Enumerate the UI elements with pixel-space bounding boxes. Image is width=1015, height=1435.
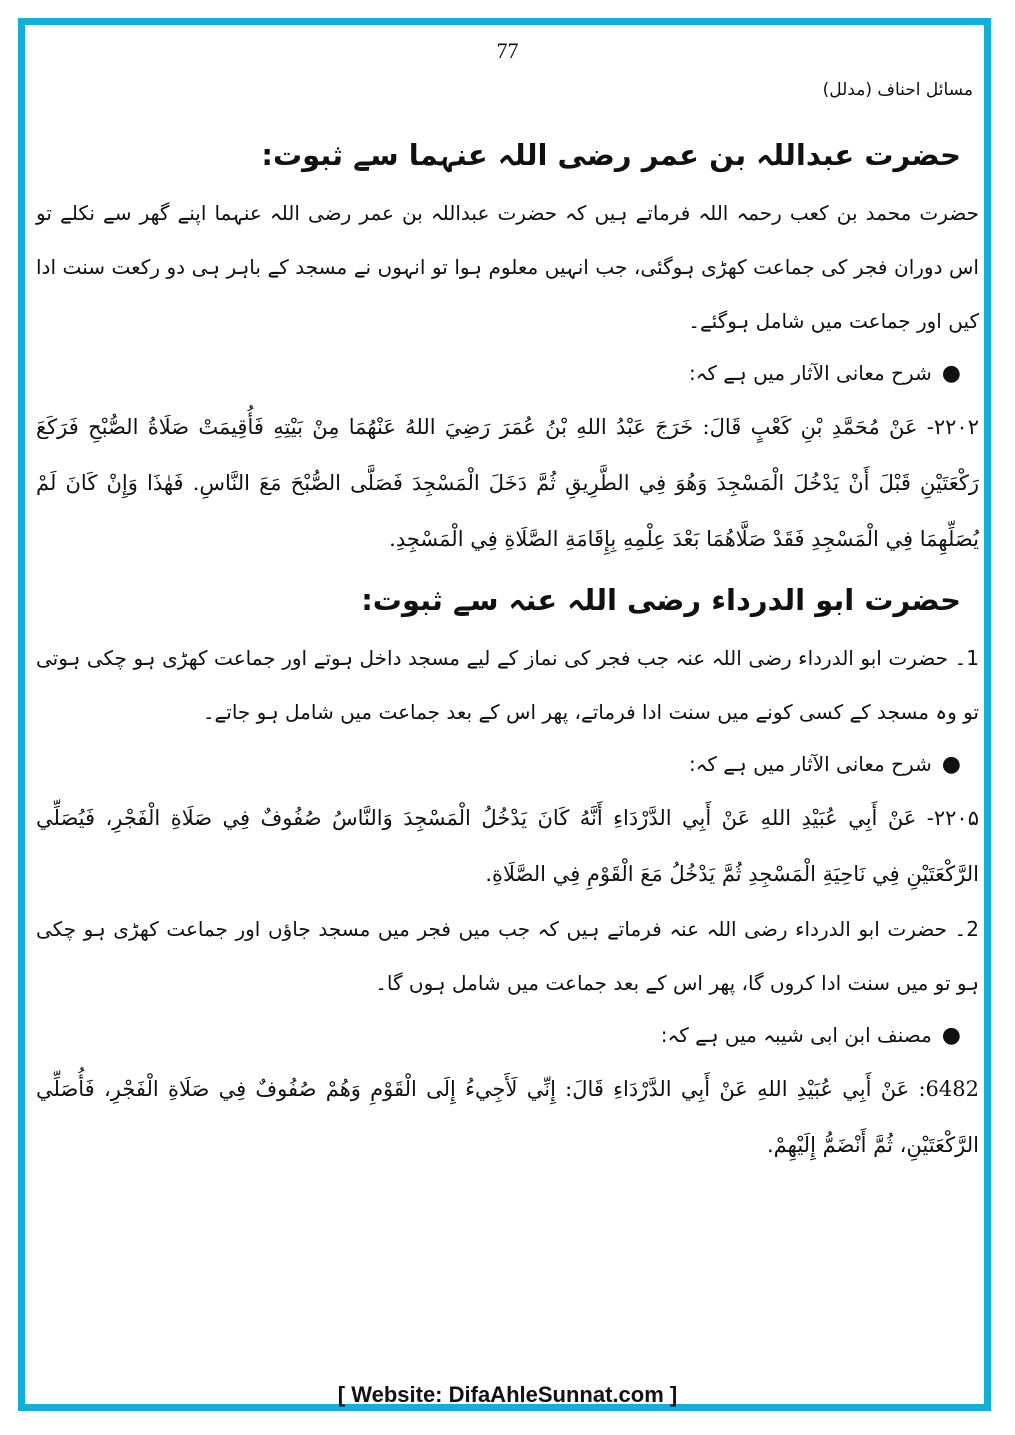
arabic-hadith: ۲۲۰۲- عَنْ مُحَمَّدِ بْنِ كَعْبٍ قَالَ: خَرَجَ عَبْدُ اللهِ بْنُ عُمَرَ رَضِيَ اللهُ عَنْهُمَا مِنْ بَيْتِهِ فَأُقِيمَتْ صَلَاةُ الصُّبْحِ فَرَكَعَ رَكْعَتَيْنِ قَبْلَ أَنْ يَدْخُلَ الْمَسْجِدَ وَهُوَ فِي الطَّرِيقِ ثُمَّ دَخَلَ الْمَسْجِدَ فَصَلَّى الصُّبْحَ مَعَ النَّاسِ. فَهٰذَا وَإِنْ كَانَ لَمْ يُصَلِّهِمَا فِي الْمَسْجِدِ فَقَدْ صَلَّاهُمَا بَعْدَ عِلْمِهِ بِإِقَامَةِ الصَّلَاةِ فِي الْمَسْجِدِ. (36, 415, 979, 551)
arabic-hadith: ۲۲۰۵- عَنْ أَبِي عُبَيْدِ اللهِ عَنْ أَبِي الدَّرْدَاءِ أَنَّهُ كَانَ يَدْخُلُ الْمَسْجِدَ وَالنَّاسُ صُفُوفٌ فِي صَلَاةِ الْفَجْرِ، فَيُصَلِّي الرَّكْعَتَيْنِ فِي نَاحِيَةِ الْمَسْجِدِ ثُمَّ يَدْخُلُ مَعَ الْقَوْمِ فِي الصَّلَاةِ. (36, 806, 979, 886)
item-text: حضرت ابو الدرداء رضی اللہ عنہ جب فجر کی نماز کے لیے مسجد داخل ہوتے اور جماعت کھڑی ہو چکی ہوتی تو وہ مسجد کے کسی کونے میں سنت ادا فرماتے، پھر اس کے بعد جماعت میں شامل ہو جاتے۔ (36, 646, 979, 724)
item-number: 2۔ (954, 917, 979, 941)
arabic-hadith: 6482: عَنْ أَبِي عُبَيْدِ اللهِ عَنْ أَبِي الدَّرْدَاءِ قَالَ: إِنِّي لَأَجِيءُ إِلَى الْقَوْمِ وَهُمْ صُفُوفٌ فِي صَلَاةِ الْفَجْرِ، فَأُصَلِّي الرَّكْعَتَيْنِ، ثُمَّ أَنْضَمُّ إِلَيْهِمْ. (36, 1077, 979, 1157)
website-footer: [ Website: DifaAhleSunnat.com ] (337, 1382, 678, 1407)
section-heading-ibn-umar: حضرت عبداللہ بن عمر رضی اللہ عنہما سے ثبوت: (261, 138, 961, 172)
bullet-icon: ● (941, 752, 961, 777)
bullet-text: شرح معانی الآثار میں ہے کہ: (688, 752, 932, 776)
bullet-icon: ● (941, 1023, 961, 1048)
urdu-paragraph (36, 902, 979, 1010)
section-heading-abu-darda: حضرت ابو الدرداء رضی اللہ عنہ سے ثبوت: (361, 583, 961, 617)
reference-bullet (36, 739, 961, 790)
book-title: مسائل احناف (مدلل) (822, 80, 973, 100)
bullet-text: مصنف ابن ابی شیبہ میں ہے کہ: (660, 1023, 932, 1047)
bullet-text: شرح معانی الآثار میں ہے کہ: (688, 361, 932, 385)
reference-bullet (36, 1010, 961, 1061)
urdu-paragraph: حضرت محمد بن کعب رحمہ اللہ فرماتے ہیں کہ حضرت عبداللہ بن عمر رضی اللہ عنہما اپنے گھر سے نکلے تو اس دوران فجر کی جماعت کھڑی ہوگئی، جب انہیں معلوم ہوا تو انہوں نے مسجد کے باہر ہی دو رکعت سنت ادا کیں اور جماعت میں شامل ہوگئے۔ (36, 201, 979, 333)
urdu-paragraph (36, 631, 979, 739)
bullet-icon: ● (941, 361, 961, 386)
reference-bullet (36, 348, 961, 399)
page-content (36, 130, 979, 1173)
item-text: حضرت ابو الدرداء رضی اللہ عنہ فرماتے ہیں کہ جب میں فجر میں مسجد جاؤں اور جماعت کھڑی ہو چکی ہو تو میں سنت ادا کروں گا، پھر اس کے بعد جماعت میں شامل ہوں گا۔ (36, 917, 979, 995)
item-number: 1۔ (954, 646, 980, 670)
page-number: 77 (496, 38, 519, 63)
